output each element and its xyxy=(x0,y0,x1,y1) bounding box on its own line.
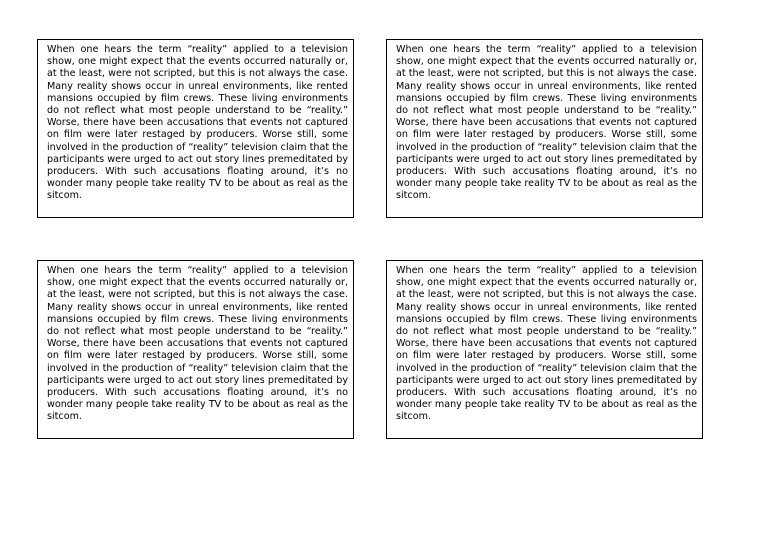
text-card xyxy=(386,39,703,218)
text-card xyxy=(37,39,354,218)
text-card xyxy=(386,260,703,439)
card-paragraph: When one hears the term “reality” applied to a television show, one might expect that the events occurred naturally or, at the least, were not scripted, but this is not always the case. Many reality shows occur in unreal environments, like rented mansions occupied by film crews. These living environments do not reflect what most people understand to be “reality.” Worse, there have been accusations that events not captured on film were later restaged by producers. Worse still, some involved in the production of “reality” television claim that the participants were urged to act out story lines premeditated by producers. With such accusations floating around, it’s no wonder many people take reality TV to be about as real as the sitcom. xyxy=(396,44,697,202)
text-card xyxy=(37,260,354,439)
card-paragraph: When one hears the term “reality” applied to a television show, one might expect that the events occurred naturally or, at the least, were not scripted, but this is not always the case. Many reality shows occur in unreal environments, like rented mansions occupied by film crews. These living environments do not reflect what most people understand to be “reality.” Worse, there have been accusations that events not captured on film were later restaged by producers. Worse still, some involved in the production of “reality” television claim that the participants were urged to act out story lines premeditated by producers. With such accusations floating around, it’s no wonder many people take reality TV to be about as real as the sitcom. xyxy=(47,265,348,423)
card-paragraph: When one hears the term “reality” applied to a television show, one might expect that the events occurred naturally or, at the least, were not scripted, but this is not always the case. Many reality shows occur in unreal environments, like rented mansions occupied by film crews. These living environments do not reflect what most people understand to be “reality.” Worse, there have been accusations that events not captured on film were later restaged by producers. Worse still, some involved in the production of “reality” television claim that the participants were urged to act out story lines premeditated by producers. With such accusations floating around, it’s no wonder many people take reality TV to be about as real as the sitcom. xyxy=(47,44,348,202)
card-paragraph: When one hears the term “reality” applied to a television show, one might expect that the events occurred naturally or, at the least, were not scripted, but this is not always the case. Many reality shows occur in unreal environments, like rented mansions occupied by film crews. These living environments do not reflect what most people understand to be “reality.” Worse, there have been accusations that events not captured on film were later restaged by producers. Worse still, some involved in the production of “reality” television claim that the participants were urged to act out story lines premeditated by producers. With such accusations floating around, it’s no wonder many people take reality TV to be about as real as the sitcom. xyxy=(396,265,697,423)
